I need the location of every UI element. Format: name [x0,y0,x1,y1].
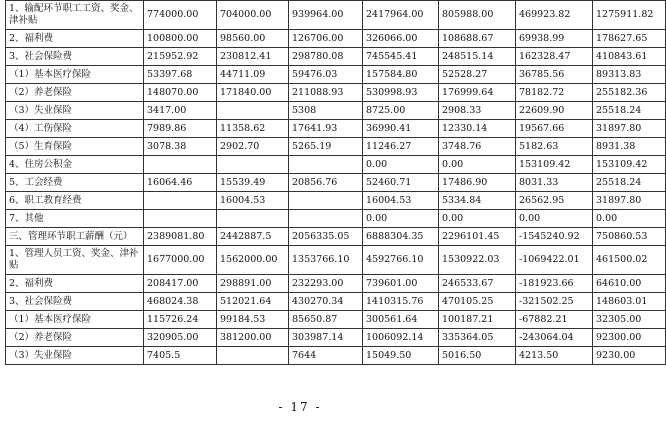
value-cell: 53397.68 [144,66,217,84]
row-label-cell: （1）基本医疗保险 [6,66,144,84]
value-cell: 215952.92 [144,48,217,66]
table-row [6,138,666,156]
value-cell: 5265.19 [289,138,363,156]
value-cell: 5334.84 [439,192,516,210]
row-label-cell: （3）失业保险 [6,102,144,120]
value-cell: 7405.5 [144,347,217,365]
value-cell: -243064.04 [516,329,593,347]
value-cell: 248515.14 [439,48,516,66]
value-cell: 8031.33 [516,174,593,192]
value-cell: 4592766.10 [363,246,439,275]
value-cell: 31897.80 [593,192,666,210]
row-label-cell: 1、输配环节职工工资、奖金、津补贴 [6,1,144,30]
value-cell: 17641.93 [289,120,363,138]
value-cell [144,156,217,174]
value-cell: 805988.00 [439,1,516,30]
value-cell: 2902.70 [217,138,289,156]
value-cell [289,192,363,210]
value-cell: 8931.38 [593,138,666,156]
table-row [6,347,666,365]
value-cell: 2296101.45 [439,228,516,246]
value-cell: -1545240.92 [516,228,593,246]
value-cell: 208417.00 [144,275,217,293]
value-cell [217,210,289,228]
value-cell: 178627.65 [593,30,666,48]
value-cell: 126706.00 [289,30,363,48]
value-cell: 20856.76 [289,174,363,192]
row-label-cell: （3）失业保险 [6,347,144,365]
value-cell: 99184.53 [217,311,289,329]
value-cell: 8725.00 [363,102,439,120]
value-cell: 176999.64 [439,84,516,102]
value-cell: 162328.47 [516,48,593,66]
value-cell: 3748.76 [439,138,516,156]
page-number: - 17 - [278,400,322,414]
value-cell: 78182.72 [516,84,593,102]
value-cell: 52528.27 [439,66,516,84]
value-cell: 320905.00 [144,329,217,347]
value-cell: 16004.53 [217,192,289,210]
value-cell: 303987.14 [289,329,363,347]
row-label-cell: （2）养老保险 [6,84,144,102]
value-cell: 32305.00 [593,311,666,329]
value-cell: 157584.80 [363,66,439,84]
row-label-cell: 2、福利费 [6,275,144,293]
value-cell: 4213.50 [516,347,593,365]
value-cell: 25518.24 [593,174,666,192]
value-cell: 153109.42 [593,156,666,174]
table-row [6,311,666,329]
value-cell: 530998.93 [363,84,439,102]
value-cell: 115726.24 [144,311,217,329]
value-cell: 17486.90 [439,174,516,192]
value-cell: 461500.02 [593,246,666,275]
value-cell: 5182.63 [516,138,593,156]
value-cell: 1006092.14 [363,329,439,347]
value-cell: 89313.83 [593,66,666,84]
value-cell [289,210,363,228]
row-label-cell: （4）工伤保险 [6,120,144,138]
row-label-cell: （1）基本医疗保险 [6,311,144,329]
row-label-cell: 3、社会保险费 [6,48,144,66]
value-cell: 7989.86 [144,120,217,138]
value-cell: 12330.14 [439,120,516,138]
value-cell [217,102,289,120]
value-cell: 704000.00 [217,1,289,30]
value-cell: 0.00 [439,156,516,174]
row-label-cell: （2）养老保险 [6,329,144,347]
value-cell: 939964.00 [289,1,363,30]
value-cell: 98560.00 [217,30,289,48]
table-row [6,84,666,102]
value-cell: 2908.33 [439,102,516,120]
value-cell: 36785.56 [516,66,593,84]
value-cell: 6888304.35 [363,228,439,246]
value-cell: 298780.08 [289,48,363,66]
value-cell: 3417.00 [144,102,217,120]
value-cell: 15539.49 [217,174,289,192]
value-cell: 5016.50 [439,347,516,365]
value-cell: 470105.25 [439,293,516,311]
value-cell: 255182.36 [593,84,666,102]
value-cell: 468024.38 [144,293,217,311]
document-page [5,0,654,365]
value-cell: 19567.66 [516,120,593,138]
value-cell: 25518.24 [593,102,666,120]
table-row [6,246,666,275]
row-label-cell: 7、其他 [6,210,144,228]
value-cell: 11358.62 [217,120,289,138]
table-row [6,1,666,30]
value-cell: 5308 [289,102,363,120]
value-cell: 16004.53 [363,192,439,210]
value-cell: 298891.00 [217,275,289,293]
value-cell: 381200.00 [217,329,289,347]
table-row [6,210,666,228]
value-cell: 246533.67 [439,275,516,293]
value-cell: 512021.64 [217,293,289,311]
value-cell: 64610.00 [593,275,666,293]
value-cell: 745545.41 [363,48,439,66]
value-cell: 148070.00 [144,84,217,102]
value-cell: -181923.66 [516,275,593,293]
value-cell: -321502.25 [516,293,593,311]
value-cell: 148603.01 [593,293,666,311]
value-cell: 31897.80 [593,120,666,138]
value-cell: 335364.05 [439,329,516,347]
value-cell: 9230.00 [593,347,666,365]
value-cell: 211088.93 [289,84,363,102]
value-cell: 26562.95 [516,192,593,210]
value-cell: 0.00 [516,210,593,228]
value-cell: 16064.46 [144,174,217,192]
row-label-cell: （5）生育保险 [6,138,144,156]
value-cell: 1530922.03 [439,246,516,275]
value-cell [217,347,289,365]
value-cell: 774000.00 [144,1,217,30]
value-cell: 52460.71 [363,174,439,192]
value-cell: 1677000.00 [144,246,217,275]
table-row [6,329,666,347]
value-cell: 300561.64 [363,311,439,329]
value-cell [217,156,289,174]
table-row [6,120,666,138]
value-cell: 59476.03 [289,66,363,84]
value-cell: 430270.34 [289,293,363,311]
value-cell [144,210,217,228]
table-row [6,192,666,210]
value-cell [289,156,363,174]
value-cell: 1275911.82 [593,1,666,30]
table-row [6,156,666,174]
value-cell: -67882.21 [516,311,593,329]
value-cell: 0.00 [363,156,439,174]
value-cell: 100800.00 [144,30,217,48]
value-cell: 232293.00 [289,275,363,293]
table-row [6,48,666,66]
value-cell: 171840.00 [217,84,289,102]
value-cell: 1562000.00 [217,246,289,275]
value-cell: 0.00 [439,210,516,228]
value-cell: 750860.53 [593,228,666,246]
row-label-cell: 4、住房公积金 [6,156,144,174]
value-cell: 15049.50 [363,347,439,365]
value-cell: 2442887.5 [217,228,289,246]
value-cell: 410843.61 [593,48,666,66]
table-row [6,30,666,48]
value-cell: 85650.87 [289,311,363,329]
row-label-cell: 5、工会经费 [6,174,144,192]
value-cell: 44711.09 [217,66,289,84]
value-cell: 92300.00 [593,329,666,347]
table-row [6,66,666,84]
value-cell: 0.00 [593,210,666,228]
value-cell: 3078.38 [144,138,217,156]
value-cell: 69938.99 [516,30,593,48]
value-cell: 230812.41 [217,48,289,66]
value-cell: -1069422.01 [516,246,593,275]
value-cell: 739601.00 [363,275,439,293]
value-cell: 108688.67 [439,30,516,48]
value-cell: 0.00 [363,210,439,228]
value-cell: 11246.27 [363,138,439,156]
table-row [6,275,666,293]
row-label-cell: 三、管理环节职工薪酬（元） [6,228,144,246]
value-cell: 1410315.76 [363,293,439,311]
row-label-cell: 3、社会保险费 [6,293,144,311]
value-cell: 153109.42 [516,156,593,174]
value-cell: 2056335.05 [289,228,363,246]
value-cell: 2389081.80 [144,228,217,246]
value-cell: 2417964.00 [363,1,439,30]
table-row [6,228,666,246]
value-cell: 469923.82 [516,1,593,30]
value-cell: 100187.21 [439,311,516,329]
value-cell: 1353766.10 [289,246,363,275]
row-label-cell: 2、福利费 [6,30,144,48]
value-cell: 326066.00 [363,30,439,48]
row-label-cell: 6、职工教育经费 [6,192,144,210]
value-cell: 36990.41 [363,120,439,138]
row-label-cell: 1、管理人员工资、奖金、津补贴 [6,246,144,275]
value-cell: 22609.90 [516,102,593,120]
table-row [6,174,666,192]
salary-cost-table [5,0,666,365]
table-body [6,1,666,365]
value-cell [144,192,217,210]
table-row [6,293,666,311]
table-row [6,102,666,120]
value-cell: 7644 [289,347,363,365]
